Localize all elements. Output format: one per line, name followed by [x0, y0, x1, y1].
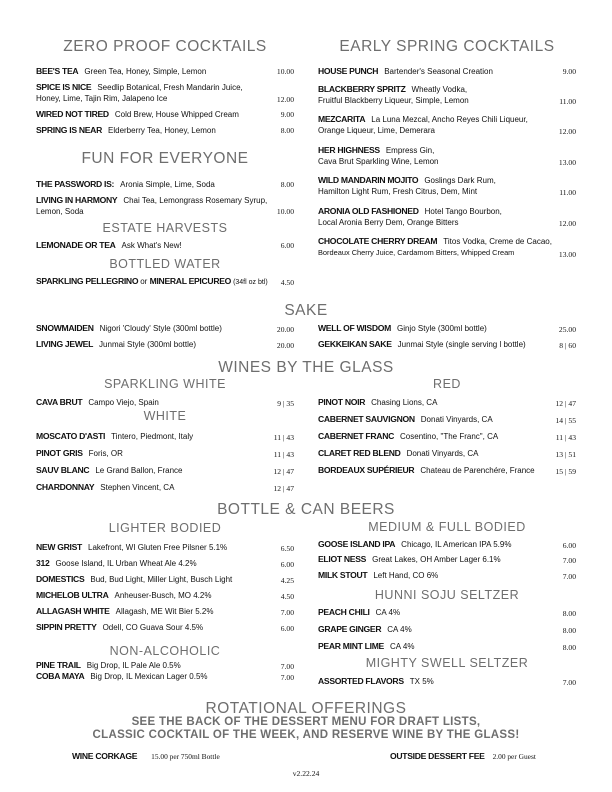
- menu-item: DOMESTICS Bud, Bud Light, Miller Light, Busch Light: [36, 574, 233, 584]
- item-price: 6.00: [280, 241, 294, 250]
- menu-item: MOSCATO D'ASTI Tintero, Piedmont, Italy: [36, 431, 194, 441]
- menu-item: ELIOT NESS Great Lakes, OH Amber Lager 6.1%: [318, 554, 501, 564]
- menu-item: MEZCARITA La Luna Mezcal, Ancho Reyes Chili Liqueur, Orange Liqueur, Lime, Demerara: [318, 114, 528, 135]
- item-price: 8.00: [562, 626, 576, 635]
- medium-heading: MEDIUM & FULL BODIED: [368, 520, 526, 534]
- menu-item: WILD MANDARIN MOJITO Goslings Dark Rum, Hamilton Light Rum, Fresh Citrus, Dem, Mint: [318, 175, 496, 196]
- menu-item: BEE'S TEA Green Tea, Honey, Simple, Lemon: [36, 66, 207, 76]
- estate-heading: ESTATE HARVESTS: [102, 221, 228, 235]
- menu-item: CHOCOLATE CHERRY DREAM Titos Vodka, Creme de Cacao, Bordeaux Cherry Juice, Cardamom Bitters, Whipped Cream: [318, 236, 552, 257]
- menu-item: GOOSE ISLAND IPA Chicago, IL American IPA 5.9%: [318, 539, 512, 549]
- menu-item: LEMONADE OR TEA Ask What's New!: [36, 240, 182, 250]
- item-price: 15 | 59: [555, 467, 576, 476]
- menu-item: BLACKBERRY SPRITZ Wheatly Vodka, Fruitful Blackberry Liqueur, Simple, Lemon: [318, 84, 469, 105]
- menu-item: ALLAGASH WHITE Allagash, ME Wit Bier 5.2%: [36, 606, 214, 616]
- item-price: 8.00: [562, 643, 576, 652]
- item-price: 8 | 60: [559, 341, 576, 350]
- fun-heading: FUN FOR EVERYONE: [81, 150, 249, 167]
- menu-item: SPARKLING PELLEGRINO or MINERAL EPICUREO (34fl oz btl): [36, 276, 268, 286]
- wines-heading: WINES BY THE GLASS: [218, 359, 394, 376]
- item-price: 7.00: [280, 608, 294, 617]
- menu-item: HER HIGHNESS Empress Gin, Cava Brut Sparkling Wine, Lemon: [318, 145, 439, 166]
- rotational-line-2: CLASSIC COCKTAIL OF THE WEEK, AND RESERVE WINE BY THE GLASS!: [92, 729, 520, 741]
- beers-heading: BOTTLE & CAN BEERS: [217, 501, 395, 518]
- menu-item: PEACH CHILI CA 4%: [318, 607, 401, 617]
- red-heading: RED: [433, 377, 461, 391]
- item-price: 4.50: [280, 592, 294, 601]
- menu-item: ARONIA OLD FASHIONED Hotel Tango Bourbon, Local Aronia Berry Dem, Orange Bitters: [318, 206, 502, 227]
- menu-item: SPICE IS NICE Seedlip Botanical, Fresh Mandarin Juice, Honey, Lime, Tajin Rim, Jalapeno Ice: [36, 82, 243, 103]
- item-price: 12 | 47: [555, 399, 576, 408]
- item-price: 11 | 43: [273, 433, 294, 442]
- menu-item: GRAPE GINGER CA 4%: [318, 624, 412, 634]
- sparkling-heading: SPARKLING WHITE: [104, 377, 226, 391]
- item-price: 11.00: [559, 188, 576, 197]
- item-price: 20.00: [276, 341, 294, 350]
- item-price: 12 | 47: [273, 467, 294, 476]
- item-price: 11 | 43: [273, 450, 294, 459]
- item-price: 6.00: [280, 560, 294, 569]
- item-price: 10.00: [276, 207, 294, 216]
- item-price: 9 | 35: [277, 399, 294, 408]
- rotational-line-1: SEE THE BACK OF THE DESSERT MENU FOR DRAFT LISTS,: [131, 716, 481, 728]
- menu-item: SIPPIN PRETTY Odell, CO Guava Sour 4.5%: [36, 622, 204, 632]
- sake-heading: SAKE: [284, 302, 328, 319]
- item-price: 12.00: [558, 127, 576, 136]
- item-price: 7.00: [280, 662, 294, 671]
- menu-item: GEKKEIKAN SAKE Junmai Style (single serving l bottle): [318, 339, 526, 349]
- corkage-fee: WINE CORKAGE 15.00 per 750ml Bottle: [72, 751, 220, 761]
- menu-item: MICHELOB ULTRA Anheuser-Busch, MO 4.2%: [36, 590, 212, 600]
- menu-item: CAVA BRUT Campo Viejo, Spain: [36, 397, 159, 407]
- menu-item: CHARDONNAY Stephen Vincent, CA: [36, 482, 175, 492]
- menu-item: CLARET RED BLEND Donati Vinyards, CA: [318, 448, 479, 458]
- menu-item: LIVING IN HARMONY Chai Tea, Lemongrass Rosemary Syrup, Lemon, Soda: [36, 195, 268, 216]
- item-price: 6.00: [562, 541, 576, 550]
- menu-item: PINOT NOIR Chasing Lions, CA: [318, 397, 438, 407]
- nonalc-heading: NON-ALCOHOLIC: [109, 644, 221, 658]
- item-price: 11.00: [559, 97, 576, 106]
- item-price: 4.25: [280, 576, 294, 585]
- menu-item: SNOWMAIDEN Nigori 'Cloudy' Style (300ml bottle): [36, 323, 222, 333]
- menu-item: 312 Goose Island, IL Urban Wheat Ale 4.2%: [36, 558, 197, 568]
- menu-item: THE PASSWORD IS: Aronia Simple, Lime, Soda: [36, 179, 215, 189]
- item-price: 9.00: [280, 110, 294, 119]
- hunni-heading: HUNNI SOJU SELTZER: [374, 588, 520, 602]
- menu-item: PINE TRAIL Big Drop, IL Pale Ale 0.5%: [36, 660, 181, 670]
- item-price: 8.00: [280, 126, 294, 135]
- menu-item: CABERNET SAUVIGNON Donati Vinyards, CA: [318, 414, 493, 424]
- item-price: 13.00: [558, 250, 576, 259]
- item-price: 12.00: [276, 95, 294, 104]
- item-price: 13.00: [558, 158, 576, 167]
- rotational-heading: ROTATIONAL OFFERINGS: [205, 700, 407, 717]
- white-heading: WHITE: [143, 409, 187, 423]
- item-price: 13 | 51: [555, 450, 576, 459]
- menu-item: CABERNET FRANC Cosentino, "The Franc", CA: [318, 431, 499, 441]
- item-price: 7.00: [562, 678, 576, 687]
- menu-item: COBA MAYA Big Drop, IL Mexican Lager 0.5%: [36, 671, 208, 681]
- menu-item: WELL OF WISDOM Ginjo Style (300ml bottle): [318, 323, 487, 333]
- menu-item: NEW GRIST Lakefront, WI Gluten Free Pilsner 5.1%: [36, 542, 228, 552]
- menu-item: BORDEAUX SUPÉRIEUR Chateau de Parenchére, France: [318, 465, 535, 475]
- item-price: 8.00: [562, 609, 576, 618]
- item-price: 4.50: [280, 278, 294, 287]
- item-price: 7.00: [280, 673, 294, 682]
- item-price: 12 | 47: [273, 484, 294, 493]
- item-price: 14 | 55: [555, 416, 576, 425]
- menu-item: LIVING JEWEL Junmai Style (300ml bottle): [36, 339, 196, 349]
- item-price: 12.00: [558, 219, 576, 228]
- item-price: 25.00: [558, 325, 576, 334]
- menu-item: WIRED NOT TIRED Cold Brew, House Whipped Cream: [36, 109, 239, 119]
- item-price: 9.00: [562, 67, 576, 76]
- item-price: 7.00: [562, 572, 576, 581]
- version-label: v2.22.24: [292, 769, 320, 778]
- dessert-fee: OUTSIDE DESSERT FEE 2.00 per Guest: [390, 751, 536, 761]
- menu-item: PINOT GRIS Foris, OR: [36, 448, 123, 458]
- menu-item: HOUSE PUNCH Bartender's Seasonal Creation: [318, 66, 493, 76]
- menu-item: SAUV BLANC Le Grand Ballon, France: [36, 465, 183, 475]
- menu-item: ASSORTED FLAVORS TX 5%: [318, 676, 434, 686]
- bottled-heading: BOTTLED WATER: [109, 257, 221, 271]
- menu-item: MILK STOUT Left Hand, CO 6%: [318, 570, 439, 580]
- item-price: 10.00: [276, 67, 294, 76]
- item-price: 11 | 43: [555, 433, 576, 442]
- menu-item: SPRING IS NEAR Elderberry Tea, Honey, Lemon: [36, 125, 216, 135]
- item-price: 20.00: [276, 325, 294, 334]
- mighty-heading: MIGHTY SWELL SELTZER: [365, 656, 529, 670]
- item-price: 8.00: [280, 180, 294, 189]
- item-price: 6.50: [280, 544, 294, 553]
- menu-item: PEAR MINT LIME CA 4%: [318, 641, 415, 651]
- item-price: 7.00: [562, 556, 576, 565]
- early-spring-heading: EARLY SPRING COCKTAILS: [339, 38, 555, 55]
- item-price: 6.00: [280, 624, 294, 633]
- zero-proof-heading: ZERO PROOF COCKTAILS: [63, 38, 267, 55]
- lighter-heading: LIGHTER BODIED: [108, 521, 222, 535]
